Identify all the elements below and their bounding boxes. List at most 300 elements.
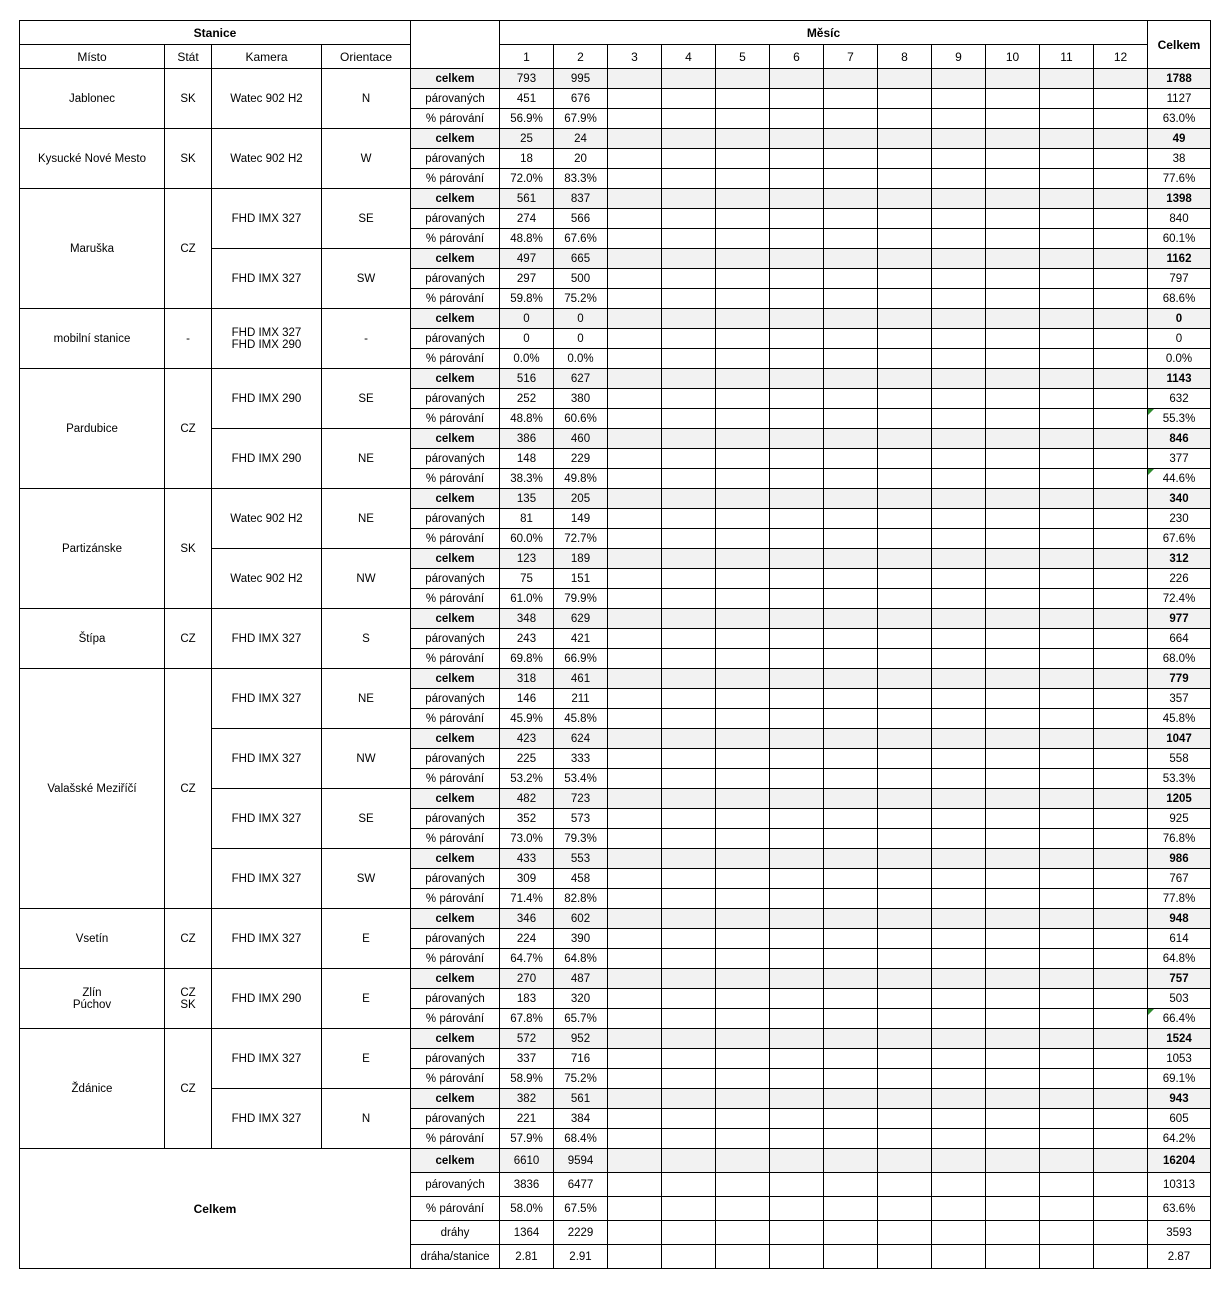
month-empty-cell — [1094, 709, 1148, 729]
row-label-celkem: celkem — [411, 1029, 500, 1049]
month-empty-cell — [878, 349, 932, 369]
row-label-par: párovaných — [411, 569, 500, 589]
month-header: 4 — [662, 45, 716, 69]
row-label-par: párovaných — [411, 209, 500, 229]
month-empty-cell — [608, 1009, 662, 1029]
month-empty-cell — [986, 1049, 1040, 1069]
month-empty-cell — [986, 569, 1040, 589]
month-1-value: 48.8% — [500, 409, 554, 429]
month-1-value: 18 — [500, 149, 554, 169]
stanice-header: Stanice — [20, 21, 411, 45]
row-label-celkem: celkem — [411, 129, 500, 149]
month-empty-cell — [878, 909, 932, 929]
month-empty-cell — [770, 1221, 824, 1245]
month-empty-cell — [878, 969, 932, 989]
month-2-value: 67.6% — [554, 229, 608, 249]
month-empty-cell — [986, 449, 1040, 469]
month-empty-cell — [1040, 269, 1094, 289]
station-name: Vsetín — [20, 909, 165, 969]
month-empty-cell — [1094, 609, 1148, 629]
month-empty-cell — [932, 129, 986, 149]
table-row — [20, 669, 1211, 689]
month-empty-cell — [662, 669, 716, 689]
month-empty-cell — [1094, 529, 1148, 549]
month-empty-cell — [608, 769, 662, 789]
month-empty-cell — [824, 1029, 878, 1049]
camera-name: Watec 902 H2 — [212, 489, 322, 549]
camera-name — [212, 309, 322, 369]
month-empty-cell — [770, 769, 824, 789]
row-label-pct: % párování — [411, 169, 500, 189]
month-empty-cell — [824, 1197, 878, 1221]
row-label-pct: % párování — [411, 649, 500, 669]
month-2-value: 60.6% — [554, 409, 608, 429]
month-empty-cell — [662, 649, 716, 669]
station-country: CZ — [165, 669, 212, 909]
month-empty-cell — [1094, 289, 1148, 309]
row-label-par: párovaných — [411, 449, 500, 469]
month-empty-cell — [1040, 309, 1094, 329]
month-empty-cell — [608, 1069, 662, 1089]
month-2-value: 2229 — [554, 1221, 608, 1245]
month-empty-cell — [608, 1245, 662, 1269]
month-empty-cell — [608, 509, 662, 529]
total-value: 0.0% — [1148, 349, 1211, 369]
row-label-celkem: celkem — [411, 369, 500, 389]
month-empty-cell — [662, 269, 716, 289]
month-empty-cell — [878, 129, 932, 149]
month-empty-cell — [824, 69, 878, 89]
total-value: 767 — [1148, 869, 1211, 889]
month-empty-cell — [716, 689, 770, 709]
month-empty-cell — [878, 869, 932, 889]
total-value: 64.8% — [1148, 949, 1211, 969]
month-empty-cell — [716, 649, 770, 669]
month-empty-cell — [824, 109, 878, 129]
month-empty-cell — [608, 249, 662, 269]
month-empty-cell — [932, 469, 986, 489]
month-empty-cell — [932, 209, 986, 229]
month-empty-cell — [932, 269, 986, 289]
month-empty-cell — [1094, 129, 1148, 149]
month-empty-cell — [608, 929, 662, 949]
month-empty-cell — [932, 1129, 986, 1149]
month-empty-cell — [662, 389, 716, 409]
month-empty-cell — [662, 1245, 716, 1269]
month-empty-cell — [1094, 1173, 1148, 1197]
month-empty-cell — [1040, 209, 1094, 229]
month-2-value: 458 — [554, 869, 608, 889]
month-empty-cell — [662, 229, 716, 249]
month-empty-cell — [1040, 1089, 1094, 1109]
row-label-pct: % párování — [411, 229, 500, 249]
orientation: E — [322, 1029, 411, 1089]
month-empty-cell — [770, 249, 824, 269]
station-country-line: SK — [180, 998, 196, 1011]
month-2-value: 952 — [554, 1029, 608, 1049]
month-1-value: 497 — [500, 249, 554, 269]
month-empty-cell — [1040, 1197, 1094, 1221]
month-2-value: 49.8% — [554, 469, 608, 489]
month-empty-cell — [824, 509, 878, 529]
month-empty-cell — [932, 409, 986, 429]
total-value: 1205 — [1148, 789, 1211, 809]
month-empty-cell — [1040, 589, 1094, 609]
month-empty-cell — [662, 929, 716, 949]
month-empty-cell — [662, 889, 716, 909]
month-empty-cell — [770, 509, 824, 529]
totals-row — [20, 1149, 1211, 1173]
month-empty-cell — [1040, 289, 1094, 309]
orientation: NE — [322, 489, 411, 549]
month-empty-cell — [1094, 549, 1148, 569]
month-1-value: 297 — [500, 269, 554, 289]
month-empty-cell — [770, 1029, 824, 1049]
month-empty-cell — [932, 1173, 986, 1197]
month-2-value: 211 — [554, 689, 608, 709]
month-empty-cell — [824, 1129, 878, 1149]
row-label-draha_stanice: dráha/stanice — [411, 1245, 500, 1269]
month-1-value: 69.8% — [500, 649, 554, 669]
month-empty-cell — [608, 809, 662, 829]
station-country: CZ — [165, 909, 212, 969]
month-empty-cell — [1094, 69, 1148, 89]
month-empty-cell — [608, 989, 662, 1009]
month-empty-cell — [1094, 909, 1148, 929]
month-empty-cell — [1094, 449, 1148, 469]
row-label-pct: % párování — [411, 769, 500, 789]
month-empty-cell — [878, 329, 932, 349]
month-empty-cell — [986, 909, 1040, 929]
month-empty-cell — [986, 469, 1040, 489]
row-label-par: párovaných — [411, 149, 500, 169]
month-empty-cell — [662, 789, 716, 809]
month-1-value: 6610 — [500, 1149, 554, 1173]
month-empty-cell — [770, 989, 824, 1009]
month-empty-cell — [824, 809, 878, 829]
month-empty-cell — [662, 249, 716, 269]
month-empty-cell — [1094, 849, 1148, 869]
month-empty-cell — [932, 949, 986, 969]
row-label-celkem: celkem — [411, 189, 500, 209]
total-value: 925 — [1148, 809, 1211, 829]
month-empty-cell — [608, 1149, 662, 1173]
month-empty-cell — [716, 869, 770, 889]
month-1-value: 382 — [500, 1089, 554, 1109]
month-empty-cell — [662, 209, 716, 229]
month-empty-cell — [716, 889, 770, 909]
mesic-header: Měsíc — [500, 21, 1148, 45]
month-empty-cell — [770, 209, 824, 229]
month-empty-cell — [1094, 309, 1148, 329]
month-header: 10 — [986, 45, 1040, 69]
total-value: 44.6% — [1148, 469, 1211, 489]
month-empty-cell — [824, 729, 878, 749]
month-empty-cell — [662, 149, 716, 169]
month-empty-cell — [608, 969, 662, 989]
month-2-value: 67.5% — [554, 1197, 608, 1221]
orientation: S — [322, 609, 411, 669]
month-empty-cell — [662, 469, 716, 489]
table-row — [20, 189, 1211, 209]
month-empty-cell — [878, 229, 932, 249]
camera-name: FHD IMX 327 — [212, 669, 322, 729]
month-empty-cell — [1094, 1149, 1148, 1173]
total-value: 67.6% — [1148, 529, 1211, 549]
month-2-value: 79.9% — [554, 589, 608, 609]
month-empty-cell — [1040, 229, 1094, 249]
total-value: 3593 — [1148, 1221, 1211, 1245]
row-label-drahy: dráhy — [411, 1221, 500, 1245]
month-empty-cell — [1040, 809, 1094, 829]
month-empty-cell — [932, 1049, 986, 1069]
month-empty-cell — [986, 1009, 1040, 1029]
month-empty-cell — [716, 1029, 770, 1049]
month-empty-cell — [824, 749, 878, 769]
month-empty-cell — [932, 529, 986, 549]
month-empty-cell — [824, 1149, 878, 1173]
month-empty-cell — [932, 89, 986, 109]
month-empty-cell — [986, 89, 1040, 109]
month-empty-cell — [770, 409, 824, 429]
month-empty-cell — [878, 509, 932, 529]
month-empty-cell — [932, 569, 986, 589]
month-1-value: 123 — [500, 549, 554, 569]
month-2-value: 0.0% — [554, 349, 608, 369]
month-2-value: 624 — [554, 729, 608, 749]
celkem-header: Celkem — [1148, 21, 1211, 69]
orientation: SE — [322, 789, 411, 849]
total-value: 0 — [1148, 309, 1211, 329]
month-empty-cell — [608, 329, 662, 349]
row-label-pct: % párování — [411, 1197, 500, 1221]
month-empty-cell — [824, 969, 878, 989]
month-1-value: 48.8% — [500, 229, 554, 249]
month-empty-cell — [932, 389, 986, 409]
month-empty-cell — [662, 589, 716, 609]
month-empty-cell — [878, 1009, 932, 1029]
month-empty-cell — [824, 1245, 878, 1269]
row-label-pct: % párování — [411, 109, 500, 129]
month-empty-cell — [1094, 429, 1148, 449]
month-2-value: 573 — [554, 809, 608, 829]
total-value: 1524 — [1148, 1029, 1211, 1049]
month-empty-cell — [878, 249, 932, 269]
month-empty-cell — [716, 1197, 770, 1221]
month-empty-cell — [824, 89, 878, 109]
month-empty-cell — [770, 389, 824, 409]
total-value: 840 — [1148, 209, 1211, 229]
month-empty-cell — [1040, 629, 1094, 649]
month-empty-cell — [986, 849, 1040, 869]
orientation: - — [322, 309, 411, 369]
month-empty-cell — [1040, 869, 1094, 889]
month-empty-cell — [824, 1089, 878, 1109]
row-label-par: párovaných — [411, 749, 500, 769]
month-empty-cell — [1040, 769, 1094, 789]
month-empty-cell — [932, 749, 986, 769]
month-empty-cell — [716, 409, 770, 429]
month-empty-cell — [662, 309, 716, 329]
month-empty-cell — [770, 849, 824, 869]
month-empty-cell — [1040, 509, 1094, 529]
month-empty-cell — [1040, 729, 1094, 749]
camera-name: FHD IMX 327 — [212, 789, 322, 849]
month-2-value: 65.7% — [554, 1009, 608, 1029]
month-empty-cell — [824, 589, 878, 609]
month-empty-cell — [1040, 169, 1094, 189]
month-header: 6 — [770, 45, 824, 69]
station-name: Partizánske — [20, 489, 165, 609]
month-empty-cell — [1040, 1149, 1094, 1173]
station-country: CZ — [165, 189, 212, 309]
month-1-value: 309 — [500, 869, 554, 889]
month-empty-cell — [716, 589, 770, 609]
month-empty-cell — [716, 1109, 770, 1129]
month-empty-cell — [1094, 1009, 1148, 1029]
month-1-value: 183 — [500, 989, 554, 1009]
month-2-value: 72.7% — [554, 529, 608, 549]
station-country: CZ — [165, 1029, 212, 1149]
month-empty-cell — [716, 709, 770, 729]
month-empty-cell — [716, 269, 770, 289]
month-empty-cell — [986, 1129, 1040, 1149]
month-empty-cell — [662, 449, 716, 469]
month-empty-cell — [986, 389, 1040, 409]
month-1-value: 75 — [500, 569, 554, 589]
row-label-par: párovaných — [411, 1049, 500, 1069]
month-empty-cell — [662, 969, 716, 989]
header-row-top — [20, 21, 1211, 45]
month-empty-cell — [932, 329, 986, 349]
row-label-celkem: celkem — [411, 489, 500, 509]
month-empty-cell — [824, 409, 878, 429]
month-empty-cell — [770, 589, 824, 609]
month-1-value: 61.0% — [500, 589, 554, 609]
orientation: SE — [322, 369, 411, 429]
orientation: W — [322, 129, 411, 189]
month-2-value: 837 — [554, 189, 608, 209]
month-empty-cell — [608, 689, 662, 709]
row-label-par: párovaných — [411, 809, 500, 829]
month-1-value: 53.2% — [500, 769, 554, 789]
col-header-misto: Místo — [20, 45, 165, 69]
month-empty-cell — [770, 1069, 824, 1089]
row-label-celkem: celkem — [411, 609, 500, 629]
month-empty-cell — [986, 809, 1040, 829]
month-empty-cell — [770, 649, 824, 669]
month-empty-cell — [608, 709, 662, 729]
month-empty-cell — [1094, 1109, 1148, 1129]
month-empty-cell — [770, 629, 824, 649]
row-label-celkem: celkem — [411, 309, 500, 329]
total-value: 503 — [1148, 989, 1211, 1009]
total-value: 1143 — [1148, 369, 1211, 389]
month-empty-cell — [716, 329, 770, 349]
col-header-stat: Stát — [165, 45, 212, 69]
month-1-value: 0.0% — [500, 349, 554, 369]
month-empty-cell — [824, 849, 878, 869]
month-empty-cell — [986, 649, 1040, 669]
month-empty-cell — [1094, 329, 1148, 349]
month-empty-cell — [932, 1029, 986, 1049]
month-empty-cell — [878, 369, 932, 389]
month-1-value: 60.0% — [500, 529, 554, 549]
total-value: 60.1% — [1148, 229, 1211, 249]
month-empty-cell — [986, 1221, 1040, 1245]
month-empty-cell — [1094, 589, 1148, 609]
month-empty-cell — [986, 949, 1040, 969]
row-label-celkem: celkem — [411, 249, 500, 269]
month-1-value: 274 — [500, 209, 554, 229]
month-empty-cell — [932, 1069, 986, 1089]
row-label-par: párovaných — [411, 989, 500, 1009]
month-empty-cell — [770, 1129, 824, 1149]
month-empty-cell — [824, 1173, 878, 1197]
month-empty-cell — [824, 549, 878, 569]
month-empty-cell — [824, 269, 878, 289]
month-empty-cell — [878, 149, 932, 169]
month-empty-cell — [878, 709, 932, 729]
row-label-celkem: celkem — [411, 1089, 500, 1109]
month-1-value: 0 — [500, 329, 554, 349]
month-1-value: 348 — [500, 609, 554, 629]
month-empty-cell — [986, 529, 1040, 549]
month-1-value: 793 — [500, 69, 554, 89]
month-empty-cell — [1040, 1009, 1094, 1029]
month-1-value: 433 — [500, 849, 554, 869]
total-value: 1162 — [1148, 249, 1211, 269]
month-empty-cell — [1094, 669, 1148, 689]
month-empty-cell — [1040, 949, 1094, 969]
month-empty-cell — [608, 129, 662, 149]
month-empty-cell — [986, 209, 1040, 229]
month-empty-cell — [878, 1129, 932, 1149]
month-empty-cell — [770, 869, 824, 889]
month-empty-cell — [608, 649, 662, 669]
month-empty-cell — [662, 1173, 716, 1197]
camera-name: FHD IMX 327 — [212, 729, 322, 789]
orientation: NW — [322, 729, 411, 789]
month-empty-cell — [1040, 789, 1094, 809]
month-empty-cell — [608, 189, 662, 209]
month-empty-cell — [932, 609, 986, 629]
month-empty-cell — [1040, 669, 1094, 689]
month-2-value: 82.8% — [554, 889, 608, 909]
month-empty-cell — [770, 949, 824, 969]
month-empty-cell — [824, 569, 878, 589]
row-label-celkem: celkem — [411, 969, 500, 989]
month-2-value: 68.4% — [554, 1129, 608, 1149]
month-empty-cell — [662, 1197, 716, 1221]
month-2-value: 460 — [554, 429, 608, 449]
month-empty-cell — [986, 369, 1040, 389]
month-empty-cell — [662, 1221, 716, 1245]
station-name — [20, 969, 165, 1029]
month-empty-cell — [824, 709, 878, 729]
month-empty-cell — [986, 229, 1040, 249]
month-empty-cell — [662, 509, 716, 529]
month-empty-cell — [716, 69, 770, 89]
month-empty-cell — [662, 1069, 716, 1089]
camera-name: FHD IMX 327 — [212, 1089, 322, 1149]
month-empty-cell — [878, 429, 932, 449]
total-value: 45.8% — [1148, 709, 1211, 729]
month-empty-cell — [932, 829, 986, 849]
month-empty-cell — [1040, 249, 1094, 269]
month-empty-cell — [716, 769, 770, 789]
month-empty-cell — [1094, 109, 1148, 129]
